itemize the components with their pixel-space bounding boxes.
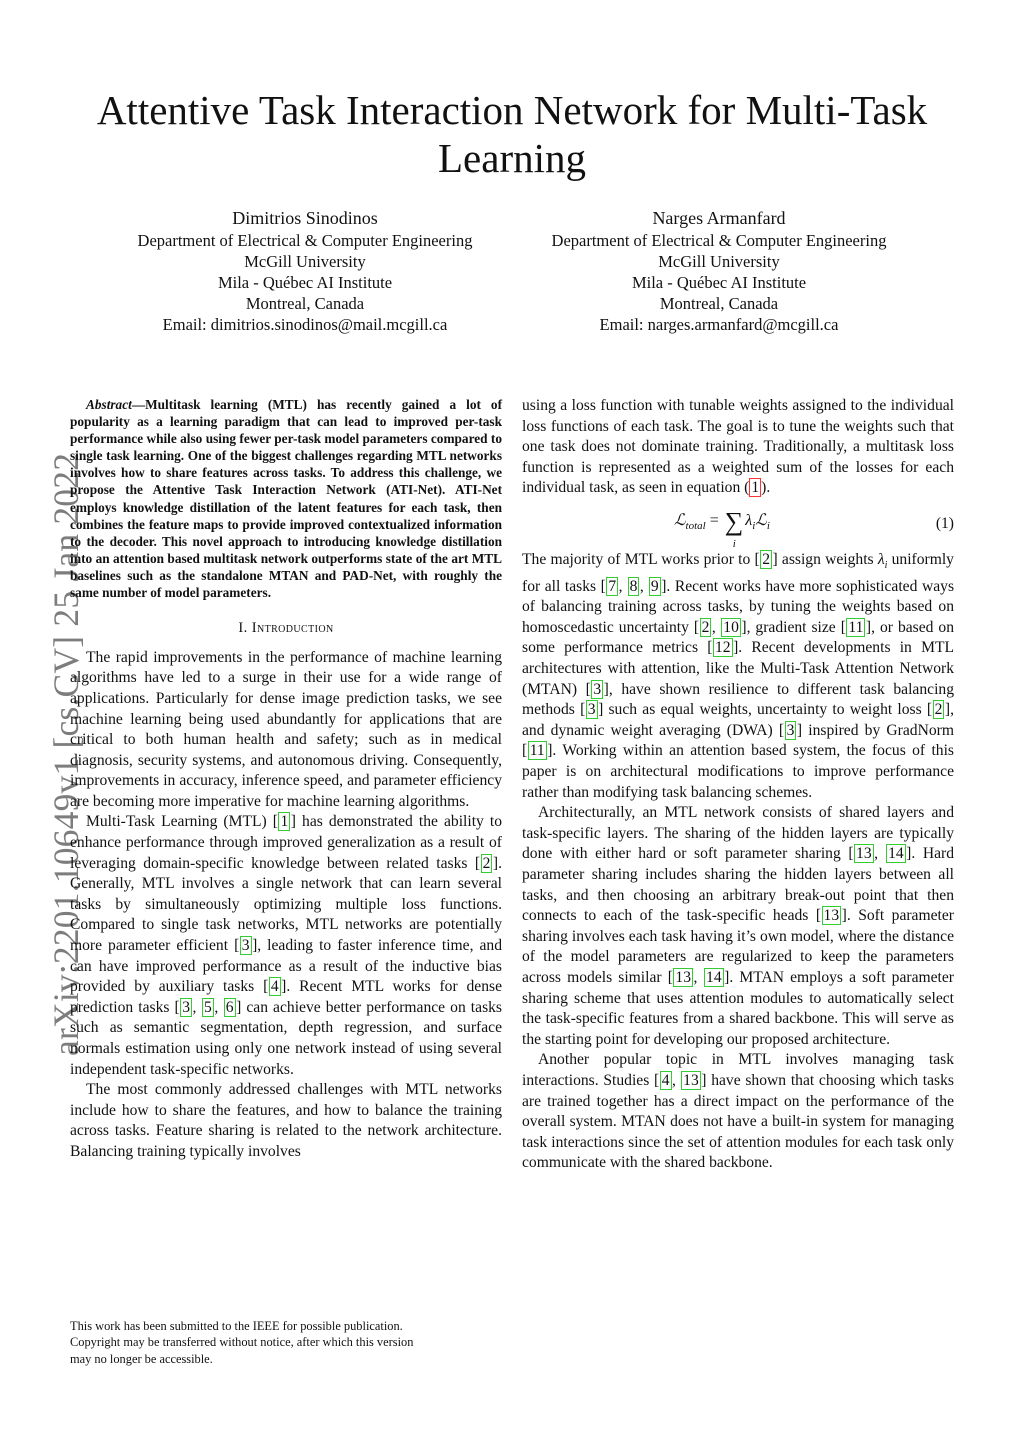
text-run: have shown that choosing which tasks are trained together has a direct impact on the performance of the overall system. MTAN does not have a built-in system for managing task interactions since the set of attention modules for each task only communicate with the shared backbone. <box>522 1071 954 1172</box>
text-run: , gradient size <box>746 618 841 636</box>
intro-paragraph-continued <box>522 396 954 499</box>
citation-link[interactable]: 3 <box>786 721 795 739</box>
citation-link[interactable]: 6 <box>225 998 234 1016</box>
equation-1 <box>522 506 954 550</box>
text-run: , leading to faster inference time, and can have improved performance as a result of the inductive bias provided by auxiliary tasks <box>70 937 502 996</box>
section-heading <box>70 618 502 639</box>
text-run: . Recent MTL works for dense prediction tasks <box>70 978 503 1016</box>
citation-link[interactable]: 1 <box>280 813 289 831</box>
text-run: uniformly for all tasks <box>522 550 954 595</box>
author-department: Department of Electrical & Computer Engineering <box>551 231 887 250</box>
author-location: Montreal, Canada <box>659 294 779 313</box>
abstract <box>70 396 502 601</box>
text-run: can achieve better performance on tasks such as semantic segmentation, depth regression, and surface normals estimation using only one network instead of using several independent task-specific networks. <box>70 998 502 1078</box>
citation-link[interactable]: 3 <box>587 701 596 719</box>
citation-link[interactable]: 12 <box>714 639 731 657</box>
author-email: Email: narges.armanfard@mcgill.ca <box>599 315 839 334</box>
text-run: Another popular topic in MTL involves managing task interactions. Studies <box>522 1051 954 1089</box>
citation-link[interactable]: 13 <box>683 1071 699 1089</box>
citation-link[interactable]: 14 <box>888 845 904 863</box>
citation-link[interactable]: 13 <box>675 968 691 986</box>
text-run: . Recent developments in MTL architectures with attention, like the Multi-Task Attention Network (MTAN) <box>522 639 954 698</box>
text-run: has demonstrated the ability to enhance performance through improved generalization as a result of leveraging domain-specific knowledge between related tasks <box>70 813 502 872</box>
citation-link[interactable]: 11 <box>529 742 545 760</box>
citation-link[interactable]: 2 <box>701 618 710 636</box>
arxiv-identifier: arXiv:2201.10649v1 [cs.CV] 25 Jan 2022 <box>46 452 86 1056</box>
text-run: , have shown resilience to different task balancing methods <box>522 680 954 719</box>
text-run: Multi-Task Learning (MTL) <box>86 813 273 831</box>
text-run: . Hard parameter sharing includes sharing the hidden layers between all tasks, and then choosing an arbitrary break-out point that then connects to each of the task-specific heads <box>522 845 955 925</box>
abstract-text: —Multitask learning (MTL) has recently gained a lot of popularity as a learning paradigm that can lead to improved per-task performance while also using fewer per-task model parameters compared to single task learning. One of the biggest challenges regarding MTL networks involves how to share features across tasks. To address this challenge, we propose the Attentive Task Interaction Network (ATI-Net). ATI-Net employs knowledge distillation of the latent features for each task, then combines the feature maps to provide improved contextualized information to the decoder. This novel approach to introducing knowledge distillation into an attention based multitask network outperforms state of the art MTL baselines such as the standalone MTAN and PAD-Net, with roughly the same number of model parameters. <box>70 397 502 601</box>
text-run: using a loss function with tunable weights assigned to the individual loss functions of each task. The goal is to tune the weights such that one task does not dominate training. Traditionally, a multitask loss function is represented as a weighted sum of the losses for each individual task, as seen in equation ( <box>522 397 954 497</box>
citation-link[interactable]: 13 <box>856 845 872 863</box>
author-department: Department of Electrical & Computer Engineering <box>137 231 473 250</box>
intro-paragraph-3: The most commonly addressed challenges with MTL networks include how to share the features, and how to balance the training across tasks. Feature sharing is related to the network architecture. Balancing training typically involves <box>70 1081 502 1160</box>
author-university: McGill University <box>244 252 366 271</box>
citation-link[interactable]: 4 <box>270 978 279 996</box>
text-run: Architecturally, an MTL network consists of shared layers and task-specific layers. The sharing of the hidden layers are typically done with either hard or soft parameter sharing <box>522 804 954 863</box>
footnote-line: This work has been submitted to the IEEE for possible publication. <box>70 1319 403 1333</box>
paper-title: Attentive Task Interaction Network for Multi-Task Learning <box>96 87 928 181</box>
text-run: assign weights <box>777 550 878 568</box>
text-run: such as equal weights, uncertainty to weight loss <box>603 701 927 719</box>
text-run: . Generally, MTL involves a single network that can learn several tasks by simultaneously optimizing multiple loss functions. Compared to single task networks, MTL networks are potentially more parameter efficient <box>70 854 502 955</box>
citation-link[interactable]: 3 <box>182 998 191 1016</box>
text-run: , and dynamic weight averaging (DWA) <box>522 701 954 739</box>
text-run: The majority of MTL works prior to <box>522 550 755 568</box>
author-block-1 <box>105 207 505 335</box>
intro-paragraph-1: The rapid improvements in the performance of machine learning algorithms have led to a surge in their use for a wide range of applications. Particularly for dense image prediction tasks, we see machine learning being used abundantly for applications that are critical to both human health and safety; such as in medical diagnosis, security systems, and autonomous driving. Consequently, improvements in accuracy, inference speed, and parameter efficiency are becoming more imperative for machine learning algorithms. <box>70 648 502 810</box>
footnote <box>70 1318 490 1367</box>
footnote-line: Copyright may be transferred without notice, after which this version <box>70 1335 414 1350</box>
author-email: Email: dimitrios.sinodinos@mail.mcgill.ca <box>162 315 448 334</box>
citation-link[interactable]: 2 <box>762 550 770 568</box>
intro-paragraph-2: Multi-Task Learning (MTL) [ 1 ] has demonstrated the ability to enhance performance through improved generalization as a result of leveraging domain-specific knowledge between related tasks [ 2 ]. Generally, MTL involves a single network that can learn several tasks by simultaneously optimizing multiple loss functions. Compared to single task networks, MTL networks are potentially more parameter efficient [ 3 ], leading to faster inference time, and can have improved performance as a result of the inductive bias provided by auxiliary tasks [ 4 ]. Recent MTL works for dense prediction tasks [ 3 , 5 , 6 ] can achieve better performance on tasks such as semantic segmentation, depth regression, and surface normals estimation using only one network instead of using several independent task-specific networks. <box>70 813 503 1078</box>
author-name: Narges Armanfard <box>652 208 786 228</box>
author-location: Montreal, Canada <box>245 294 365 313</box>
author-name: Dimitrios Sinodinos <box>232 208 378 228</box>
citation-link[interactable]: 2 <box>934 701 943 719</box>
left-column <box>70 396 502 1163</box>
citation-link[interactable]: 3 <box>593 680 602 698</box>
text-run: . Recent works have more sophisticated ways of balancing training across tasks, by tuning the weights based on homoscedastic uncertainty <box>522 577 955 636</box>
intro-paragraph-4: The majority of MTL works prior to [ 2 ] assign weights $\lambda_i$ uniformly for all tasks [ 7 , 8 , 9 ]. Recent works have more sophisticated ways of balancing training across tasks, by tuning the weights based on homoscedastic uncertainty [ 2 , 10 ], gradient size [ 11 ], or based on some performance metrics [ 12 ]. Recent developments in MTL architectures with attention, like the Multi-Task Attention Network (MTAN) [ 3 ], have shown resilience to different task balancing methods [ 3 ] such as equal weights, uncertainty to weight loss [ 2 ], and dynamic weight averaging (DWA) [ 3 ] inspired by GradNorm [ 11 ]. Working within an attention based system, the focus of this paper is on architectural modifications to improve performance rather than modifying task balancing schemes. <box>522 550 955 801</box>
citation-link[interactable]: 14 <box>706 968 722 986</box>
intro-paragraph-5: Architecturally, an MTL network consists of shared layers and task-specific layers. The sharing of the hidden layers are typically done with either hard or soft parameter sharing [ 13 , 14 ]. Hard parameter sharing includes sharing the hidden layers between all tasks, and then choosing an arbitrary break-out point that then connects to each of the task-specific heads [ 13 ]. Soft parameter sharing involves each task having it’s own model, where the distance of the model parameters are regularized to keep the parameters across models similar [ 13 , 14 ]. MTAN employs a soft parameter sharing scheme that uses attention modules to automatically select the task-specific features from a shared backbone. This will serve as the starting point for developing our proposed architecture. <box>522 804 955 1048</box>
author-university: McGill University <box>658 252 780 271</box>
citation-link[interactable]: 7 <box>608 577 617 595</box>
right-column <box>522 396 954 1174</box>
equation-reference-link[interactable]: 1 <box>751 479 760 497</box>
citation-link[interactable]: 4 <box>661 1071 670 1089</box>
text-run: . MTAN employs a soft parameter sharing scheme that uses attention modules to automatically select the task-specific features from a shared backbone. This will serve as the starting point for developing our proposed architecture. <box>522 968 954 1048</box>
text-run: ). <box>761 479 771 497</box>
author-institute: Mila - Québec AI Institute <box>217 273 393 292</box>
citation-link[interactable]: 9 <box>650 577 659 595</box>
citation-link[interactable]: 11 <box>848 618 864 636</box>
citation-link[interactable]: 10 <box>723 618 739 636</box>
citation-link[interactable]: 5 <box>204 998 212 1016</box>
section-numeral: I. <box>238 620 248 637</box>
abstract-label: Abstract <box>86 397 132 412</box>
equation-formula: ℒ$_{total}$ = ∑ i $\lambda_iℒ_i$ <box>674 506 770 550</box>
text-run: . Working within an attention based system, the focus of this paper is on architectural modifications to improve performance rather than modifying task balancing schemes. <box>522 742 954 801</box>
text-run: inspired by GradNorm <box>802 721 954 739</box>
author-block-2 <box>519 207 919 335</box>
citation-link[interactable]: 8 <box>629 577 638 595</box>
section-title: Introduction <box>251 620 334 637</box>
footnote-line: may no longer be accessible. <box>70 1351 213 1366</box>
equation-number: (1) <box>935 514 954 532</box>
citation-link[interactable]: 3 <box>241 937 250 955</box>
text-run: , or based on some performance metrics <box>522 618 955 657</box>
citation-link[interactable]: 2 <box>482 854 491 872</box>
intro-paragraph-6: Another popular topic in MTL involves managing task interactions. Studies [ 4 , 13 ] have shown that choosing which tasks are trained together has a direct impact on the performance of the overall system. MTAN does not have a built-in system for managing task interactions since the set of attention modules for each task only communicate with the shared backbone. <box>522 1051 954 1172</box>
author-institute: Mila - Québec AI Institute <box>631 273 807 292</box>
citation-link[interactable]: 13 <box>823 907 840 925</box>
text-run: . Soft parameter sharing involves each task having it’s own model, where the distance of the model parameters are regularized to keep the parameters across models similar <box>522 907 954 986</box>
